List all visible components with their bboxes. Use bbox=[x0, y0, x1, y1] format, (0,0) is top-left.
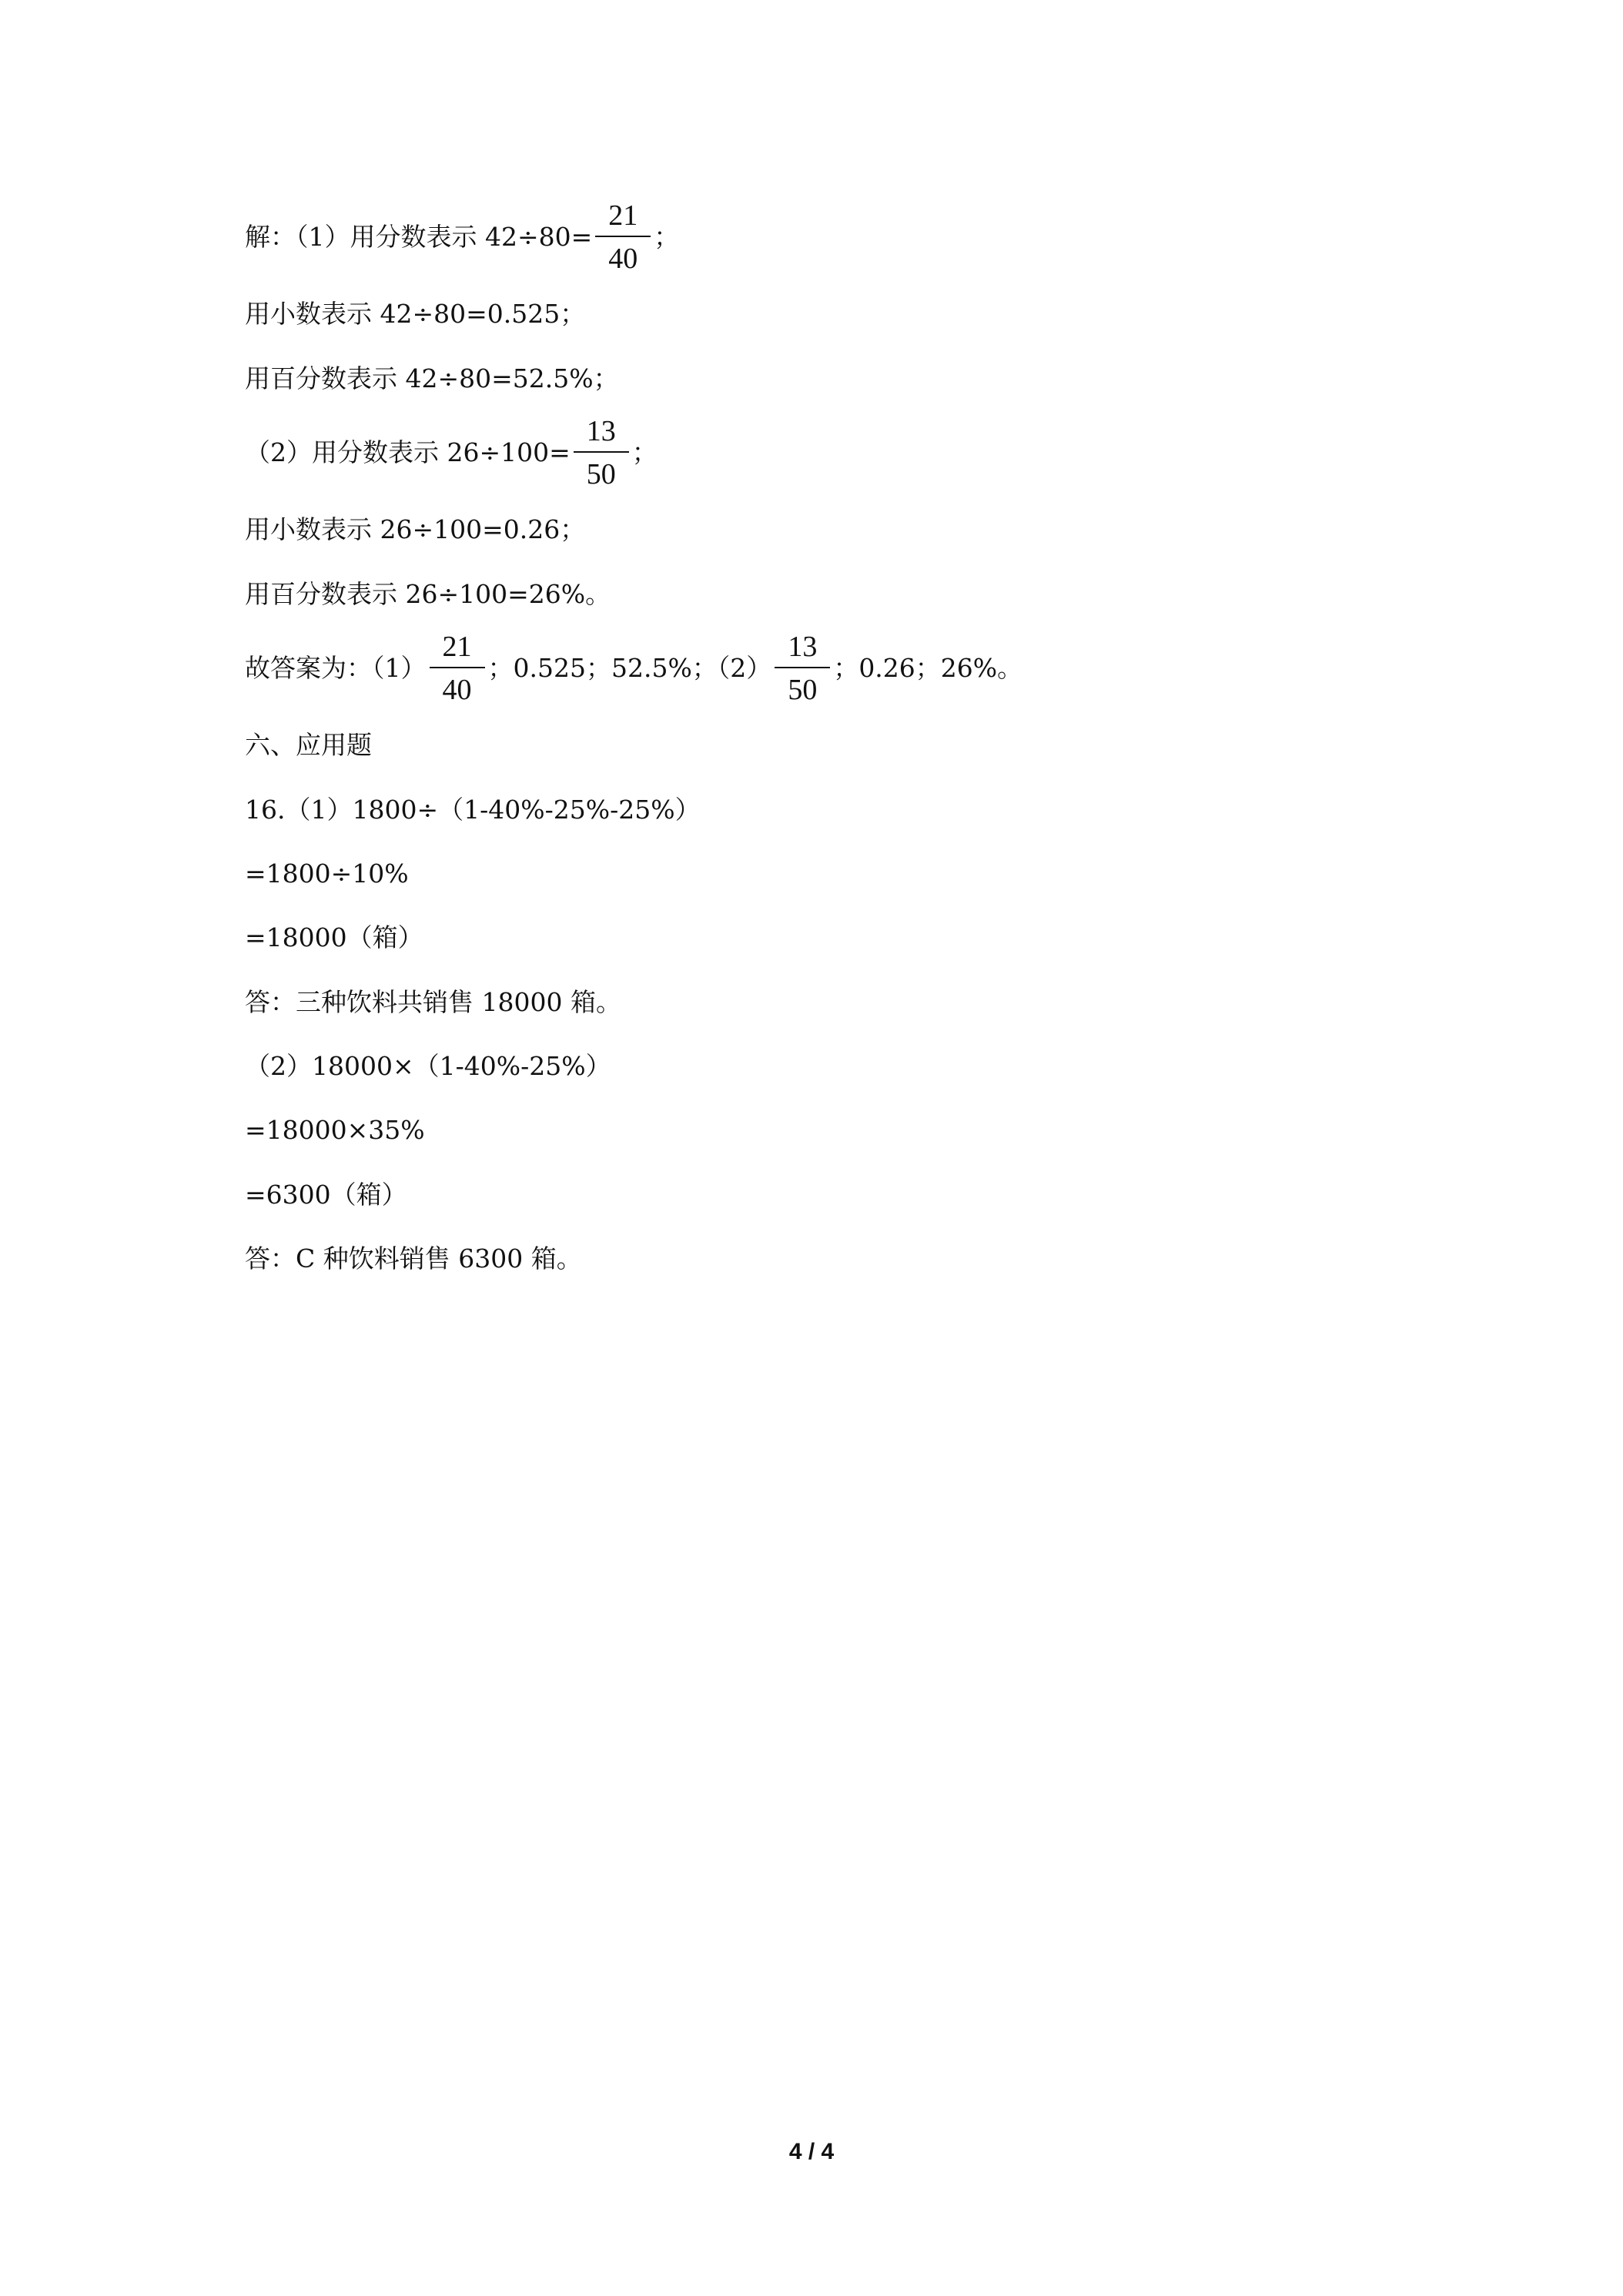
fraction-numerator: 13 bbox=[586, 415, 616, 447]
problem-16-line-1 bbox=[245, 795, 701, 825]
fraction-bar bbox=[574, 451, 629, 453]
fraction-numerator: 21 bbox=[442, 631, 472, 663]
problem-16-answer-1 bbox=[245, 987, 621, 1018]
solution-line-5 bbox=[245, 514, 585, 545]
solution-line-2 bbox=[245, 299, 585, 330]
line-text: =18000×35% bbox=[245, 1115, 425, 1145]
fraction-denominator: 50 bbox=[788, 674, 818, 706]
section-heading bbox=[245, 730, 372, 761]
section-heading-text: 六、应用题 bbox=[245, 730, 372, 760]
problem-16-line-2 bbox=[245, 858, 409, 889]
fraction-denominator: 40 bbox=[442, 674, 472, 706]
fraction-denominator: 50 bbox=[586, 458, 616, 490]
fraction-13-50 bbox=[574, 414, 629, 491]
answer-middle: ；0.525；52.5%；（2） bbox=[487, 653, 772, 683]
fraction-bar bbox=[775, 667, 830, 668]
line-text: 16.（1）1800÷（1-40%-25%-25%） bbox=[245, 795, 701, 825]
fraction-21-40 bbox=[595, 199, 651, 276]
problem-16-line-5 bbox=[245, 1115, 425, 1146]
fraction-bar bbox=[595, 236, 651, 237]
fraction-13-50 bbox=[775, 630, 830, 707]
solution-line-4 bbox=[245, 414, 658, 491]
solution-line-3 bbox=[245, 363, 619, 394]
answer-line bbox=[245, 630, 1022, 707]
problem-16-answer-2 bbox=[245, 1243, 582, 1274]
answer-suffix: ；0.26；26%。 bbox=[833, 653, 1023, 683]
line-text: =6300（箱） bbox=[245, 1180, 407, 1210]
line-text: =1800÷10% bbox=[245, 858, 409, 889]
solution-1-text: 解：（1）用分数表示 42÷80= bbox=[245, 222, 593, 252]
line-text: 用小数表示 42÷80=0.525； bbox=[245, 299, 586, 329]
answer-prefix: 故答案为：（1） bbox=[245, 653, 427, 683]
problem-16-line-6 bbox=[245, 1180, 407, 1210]
line-text: 答：C 种饮料销售 6300 箱。 bbox=[245, 1243, 582, 1274]
fraction-bar bbox=[430, 667, 485, 668]
solution-2-text: （2）用分数表示 26÷100= bbox=[245, 437, 571, 467]
fraction-21-40 bbox=[430, 630, 485, 707]
fraction-numerator: 21 bbox=[608, 199, 638, 232]
line-text: 用百分数表示 26÷100=26%。 bbox=[245, 579, 611, 609]
line-text: 用小数表示 26÷100=0.26； bbox=[245, 514, 586, 544]
page-number: 4 / 4 bbox=[788, 2139, 835, 2164]
line-text: =18000（箱） bbox=[245, 922, 423, 952]
problem-16-line-3 bbox=[245, 922, 423, 953]
fraction-numerator: 13 bbox=[788, 631, 818, 663]
problem-16-line-4 bbox=[245, 1051, 611, 1082]
solution-line-6 bbox=[245, 579, 611, 610]
line-text: 用百分数表示 42÷80=52.5%； bbox=[245, 363, 619, 393]
line-text: 答：三种饮料共销售 18000 箱。 bbox=[245, 987, 621, 1017]
fraction-denominator: 40 bbox=[608, 243, 638, 275]
semicolon: ； bbox=[654, 222, 680, 252]
line-text: （2）18000×（1-40%-25%） bbox=[245, 1051, 611, 1081]
semicolon: ； bbox=[631, 437, 658, 467]
solution-line-1 bbox=[245, 199, 679, 276]
